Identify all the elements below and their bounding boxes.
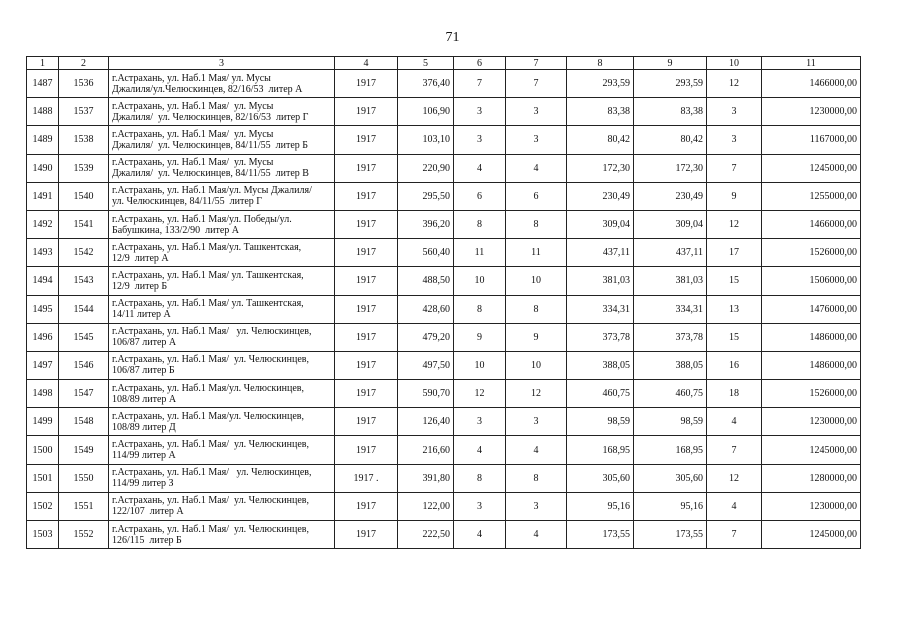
price-cell: 1476000,00 (762, 295, 861, 323)
address-line-1: г.Астрахань, ул. Наб.1 Мая/ ул. Челюскинцев, (112, 523, 310, 535)
column-8-cell: 80,42 (567, 126, 634, 154)
column-7-cell: 8 (506, 210, 567, 238)
table-row (27, 98, 861, 126)
column-8-cell: 95,16 (567, 492, 634, 520)
address-line-2: Джалиля/ ул. Челюскинцев, 82/16/53 литер Г (112, 111, 309, 123)
area-cell: 106,90 (398, 98, 454, 126)
column-6-cell: 3 (454, 492, 506, 520)
record-number-cell: 1489 (27, 126, 59, 154)
address-cell (109, 380, 335, 408)
area-cell: 560,40 (398, 239, 454, 267)
price-cell: 1486000,00 (762, 351, 861, 379)
record-number-cell: 1499 (27, 408, 59, 436)
year-built-cell: 1917 (335, 323, 398, 351)
column-header-11: 11 (762, 57, 861, 70)
price-cell: 1255000,00 (762, 182, 861, 210)
column-8-cell: 293,59 (567, 70, 634, 98)
column-7-cell: 3 (506, 492, 567, 520)
record-number-cell: 1496 (27, 323, 59, 351)
property-register-table (26, 56, 861, 549)
column-6-cell: 7 (454, 70, 506, 98)
record-number-cell: 1488 (27, 98, 59, 126)
address-line-2: 114/99 литер А (112, 450, 176, 462)
table-row (27, 70, 861, 98)
address-line-2: 122/107 литер А (112, 506, 184, 518)
record-number-cell: 1491 (27, 182, 59, 210)
column-8-cell: 373,78 (567, 323, 634, 351)
column-10-cell: 7 (707, 521, 762, 549)
column-10-cell: 3 (707, 98, 762, 126)
address-cell (109, 295, 335, 323)
year-built-cell: 1917 (335, 492, 398, 520)
column-10-cell: 15 (707, 267, 762, 295)
price-cell: 1230000,00 (762, 492, 861, 520)
table-row (27, 323, 861, 351)
column-header-3: 3 (109, 57, 335, 70)
address-line-2: 12/9 литер Б (112, 280, 168, 292)
address-line-2: 126/115 литер Б (112, 534, 182, 546)
column-6-cell: 4 (454, 521, 506, 549)
address-line-1: г.Астрахань, ул. Наб.1 Мая/ ул. Челюскинцев, (112, 326, 312, 338)
address-line-2: 106/87 литер Б (112, 365, 175, 377)
address-line-1: г.Астрахань, ул. Наб.1 Мая/ул. Челюскинцев, (112, 382, 305, 394)
column-6-cell: 3 (454, 126, 506, 154)
column-10-cell: 12 (707, 70, 762, 98)
column-header-2: 2 (59, 57, 109, 70)
address-cell (109, 267, 335, 295)
column-7-cell: 4 (506, 436, 567, 464)
table-row (27, 492, 861, 520)
address-cell (109, 492, 335, 520)
column-9-cell: 305,60 (634, 464, 707, 492)
inventory-number-cell: 1548 (59, 408, 109, 436)
column-6-cell: 12 (454, 380, 506, 408)
column-7-cell: 7 (506, 70, 567, 98)
address-line-1: г.Астрахань, ул. Наб.1 Мая/ ул. Ташкентская, (112, 269, 304, 281)
table-row (27, 267, 861, 295)
column-8-cell: 388,05 (567, 351, 634, 379)
inventory-number-cell: 1536 (59, 70, 109, 98)
column-header-7: 7 (506, 57, 567, 70)
column-7-cell: 3 (506, 408, 567, 436)
address-line-1: г.Астрахань, ул. Наб.1 Мая/ ул. Челюскинцев, (112, 439, 310, 451)
column-8-cell: 309,04 (567, 210, 634, 238)
column-9-cell: 309,04 (634, 210, 707, 238)
inventory-number-cell: 1546 (59, 351, 109, 379)
area-cell: 396,20 (398, 210, 454, 238)
column-9-cell: 293,59 (634, 70, 707, 98)
column-10-cell: 7 (707, 436, 762, 464)
year-built-cell: 1917 (335, 521, 398, 549)
table-row (27, 154, 861, 182)
address-cell (109, 98, 335, 126)
column-6-cell: 8 (454, 464, 506, 492)
area-cell: 479,20 (398, 323, 454, 351)
column-header-4: 4 (335, 57, 398, 70)
column-9-cell: 168,95 (634, 436, 707, 464)
address-line-2: 108/89 литер А (112, 393, 177, 405)
column-header-1: 1 (27, 57, 59, 70)
column-9-cell: 172,30 (634, 154, 707, 182)
column-8-cell: 173,55 (567, 521, 634, 549)
year-built-cell: 1917 (335, 182, 398, 210)
price-cell: 1230000,00 (762, 408, 861, 436)
address-cell (109, 182, 335, 210)
price-cell: 1526000,00 (762, 380, 861, 408)
column-9-cell: 381,03 (634, 267, 707, 295)
area-cell: 126,40 (398, 408, 454, 436)
column-header-8: 8 (567, 57, 634, 70)
column-10-cell: 9 (707, 182, 762, 210)
address-line-1: г.Астрахань, ул. Наб.1 Мая/ ул. Мусы (112, 128, 274, 140)
record-number-cell: 1487 (27, 70, 59, 98)
price-cell: 1526000,00 (762, 239, 861, 267)
column-9-cell: 98,59 (634, 408, 707, 436)
price-cell: 1230000,00 (762, 98, 861, 126)
column-8-cell: 305,60 (567, 464, 634, 492)
inventory-number-cell: 1538 (59, 126, 109, 154)
inventory-number-cell: 1544 (59, 295, 109, 323)
column-10-cell: 17 (707, 239, 762, 267)
area-cell: 391,80 (398, 464, 454, 492)
table-row (27, 210, 861, 238)
record-number-cell: 1501 (27, 464, 59, 492)
column-10-cell: 16 (707, 351, 762, 379)
column-10-cell: 4 (707, 492, 762, 520)
column-8-cell: 230,49 (567, 182, 634, 210)
record-number-cell: 1502 (27, 492, 59, 520)
inventory-number-cell: 1537 (59, 98, 109, 126)
address-line-2: 14/11 литер А (112, 309, 171, 321)
column-7-cell: 4 (506, 521, 567, 549)
price-cell: 1466000,00 (762, 70, 861, 98)
year-built-cell: 1917 (335, 70, 398, 98)
column-header-9: 9 (634, 57, 707, 70)
price-cell: 1245000,00 (762, 521, 861, 549)
address-cell (109, 323, 335, 351)
year-built-cell: 1917 (335, 380, 398, 408)
area-cell: 222,50 (398, 521, 454, 549)
column-6-cell: 3 (454, 98, 506, 126)
price-cell: 1466000,00 (762, 210, 861, 238)
column-7-cell: 8 (506, 464, 567, 492)
table-row (27, 239, 861, 267)
column-6-cell: 3 (454, 408, 506, 436)
year-built-cell: 1917 (335, 408, 398, 436)
year-built-cell: 1917 (335, 295, 398, 323)
address-line-1: г.Астрахань, ул. Наб.1 Мая/ ул. Челюскинцев, (112, 354, 310, 366)
column-7-cell: 8 (506, 295, 567, 323)
column-7-cell: 12 (506, 380, 567, 408)
table-row (27, 436, 861, 464)
record-number-cell: 1497 (27, 351, 59, 379)
address-line-2: Джалиля/ ул. Челюскинцев, 84/11/55 литер В (112, 168, 309, 180)
address-line-1: г.Астрахань, ул. Наб.1 Мая/ул. Мусы Джалиля/ (112, 185, 312, 197)
address-line-1: г.Астрахань, ул. Наб.1 Мая/ул. Челюскинцев, (112, 410, 305, 422)
price-cell: 1506000,00 (762, 267, 861, 295)
table-row (27, 126, 861, 154)
column-7-cell: 9 (506, 323, 567, 351)
address-line-1: г.Астрахань, ул. Наб.1 Мая/ ул. Челюскинцев, (112, 467, 312, 479)
table-row (27, 380, 861, 408)
column-10-cell: 15 (707, 323, 762, 351)
column-8-cell: 168,95 (567, 436, 634, 464)
inventory-number-cell: 1539 (59, 154, 109, 182)
column-9-cell: 80,42 (634, 126, 707, 154)
column-9-cell: 373,78 (634, 323, 707, 351)
address-line-1: г.Астрахань, ул. Наб.1 Мая/ул. Победы/ул. (112, 213, 292, 225)
column-10-cell: 4 (707, 408, 762, 436)
column-8-cell: 83,38 (567, 98, 634, 126)
column-8-cell: 460,75 (567, 380, 634, 408)
column-8-cell: 381,03 (567, 267, 634, 295)
column-6-cell: 10 (454, 351, 506, 379)
address-cell (109, 126, 335, 154)
address-line-1: г.Астрахань, ул. Наб.1 Мая/ ул. Ташкентская, (112, 298, 304, 310)
column-10-cell: 7 (707, 154, 762, 182)
price-cell: 1486000,00 (762, 323, 861, 351)
column-7-cell: 6 (506, 182, 567, 210)
area-cell: 103,10 (398, 126, 454, 154)
year-built-cell: 1917 (335, 154, 398, 182)
record-number-cell: 1503 (27, 521, 59, 549)
address-line-2: Джалиля/ ул. Челюскинцев, 84/11/55 литер Б (112, 139, 309, 151)
column-8-cell: 172,30 (567, 154, 634, 182)
table-row (27, 464, 861, 492)
table-row (27, 521, 861, 549)
year-built-cell: 1917 (335, 267, 398, 295)
inventory-number-cell: 1540 (59, 182, 109, 210)
column-9-cell: 95,16 (634, 492, 707, 520)
area-cell: 295,50 (398, 182, 454, 210)
column-header-10: 10 (707, 57, 762, 70)
inventory-number-cell: 1552 (59, 521, 109, 549)
area-cell: 216,60 (398, 436, 454, 464)
column-10-cell: 3 (707, 126, 762, 154)
address-line-2: ул. Челюскинцев, 84/11/55 литер Г (112, 196, 263, 208)
address-line-2: 12/9 литер А (112, 252, 169, 264)
year-built-cell: 1917 (335, 126, 398, 154)
column-7-cell: 4 (506, 154, 567, 182)
area-cell: 376,40 (398, 70, 454, 98)
area-cell: 497,50 (398, 351, 454, 379)
address-line-2: Бабушкина, 133/2/90 литер А (112, 224, 240, 236)
column-6-cell: 4 (454, 436, 506, 464)
column-9-cell: 437,11 (634, 239, 707, 267)
year-built-cell: 1917 (335, 351, 398, 379)
address-cell (109, 351, 335, 379)
price-cell: 1245000,00 (762, 436, 861, 464)
record-number-cell: 1494 (27, 267, 59, 295)
column-10-cell: 18 (707, 380, 762, 408)
address-line-2: 106/87 литер А (112, 337, 177, 349)
column-7-cell: 10 (506, 267, 567, 295)
column-6-cell: 11 (454, 239, 506, 267)
record-number-cell: 1493 (27, 239, 59, 267)
column-9-cell: 83,38 (634, 98, 707, 126)
inventory-number-cell: 1545 (59, 323, 109, 351)
address-cell (109, 210, 335, 238)
address-cell (109, 464, 335, 492)
page-number: 71 (445, 30, 460, 45)
column-8-cell: 437,11 (567, 239, 634, 267)
record-number-cell: 1490 (27, 154, 59, 182)
year-built-cell: 1917 (335, 210, 398, 238)
year-built-cell: 1917 . (335, 464, 398, 492)
address-cell (109, 521, 335, 549)
address-line-2: Джалиля/ул.Челюскинцев, 82/16/53 литер А (112, 83, 303, 95)
record-number-cell: 1495 (27, 295, 59, 323)
table-row (27, 295, 861, 323)
area-cell: 122,00 (398, 492, 454, 520)
area-cell: 428,60 (398, 295, 454, 323)
price-cell: 1245000,00 (762, 154, 861, 182)
column-header-5: 5 (398, 57, 454, 70)
record-number-cell: 1500 (27, 436, 59, 464)
address-line-1: г.Астрахань, ул. Наб.1 Мая/ ул. Мусы (112, 157, 274, 169)
price-cell: 1280000,00 (762, 464, 861, 492)
address-cell (109, 154, 335, 182)
column-8-cell: 334,31 (567, 295, 634, 323)
column-6-cell: 4 (454, 154, 506, 182)
address-line-2: 114/99 литер З (112, 478, 174, 490)
column-7-cell: 3 (506, 98, 567, 126)
column-9-cell: 173,55 (634, 521, 707, 549)
address-cell (109, 408, 335, 436)
column-number-header-row (27, 57, 861, 70)
table-row (27, 408, 861, 436)
column-9-cell: 230,49 (634, 182, 707, 210)
address-cell (109, 436, 335, 464)
year-built-cell: 1917 (335, 239, 398, 267)
price-cell: 1167000,00 (762, 126, 861, 154)
column-7-cell: 10 (506, 351, 567, 379)
column-9-cell: 334,31 (634, 295, 707, 323)
column-6-cell: 6 (454, 182, 506, 210)
address-line-1: г.Астрахань, ул. Наб.1 Мая/ ул. Мусы (112, 72, 271, 84)
year-built-cell: 1917 (335, 436, 398, 464)
table-row (27, 182, 861, 210)
area-cell: 488,50 (398, 267, 454, 295)
address-cell (109, 70, 335, 98)
address-line-1: г.Астрахань, ул. Наб.1 Мая/ ул. Мусы (112, 100, 274, 112)
column-6-cell: 10 (454, 267, 506, 295)
address-line-1: г.Астрахань, ул. Наб.1 Мая/ ул. Челюскинцев, (112, 495, 310, 507)
column-6-cell: 9 (454, 323, 506, 351)
column-9-cell: 388,05 (634, 351, 707, 379)
column-6-cell: 8 (454, 210, 506, 238)
record-number-cell: 1492 (27, 210, 59, 238)
column-10-cell: 12 (707, 210, 762, 238)
column-8-cell: 98,59 (567, 408, 634, 436)
inventory-number-cell: 1547 (59, 380, 109, 408)
column-9-cell: 460,75 (634, 380, 707, 408)
address-line-1: г.Астрахань, ул. Наб.1 Мая/ул. Ташкентская, (112, 241, 302, 253)
inventory-number-cell: 1543 (59, 267, 109, 295)
record-number-cell: 1498 (27, 380, 59, 408)
column-10-cell: 12 (707, 464, 762, 492)
inventory-number-cell: 1541 (59, 210, 109, 238)
table-row (27, 351, 861, 379)
inventory-number-cell: 1550 (59, 464, 109, 492)
column-7-cell: 3 (506, 126, 567, 154)
column-7-cell: 11 (506, 239, 567, 267)
address-line-2: 108/89 литер Д (112, 421, 176, 433)
area-cell: 220,90 (398, 154, 454, 182)
address-cell (109, 239, 335, 267)
year-built-cell: 1917 (335, 98, 398, 126)
area-cell: 590,70 (398, 380, 454, 408)
column-header-6: 6 (454, 57, 506, 70)
inventory-number-cell: 1542 (59, 239, 109, 267)
inventory-number-cell: 1551 (59, 492, 109, 520)
column-6-cell: 8 (454, 295, 506, 323)
inventory-number-cell: 1549 (59, 436, 109, 464)
column-10-cell: 13 (707, 295, 762, 323)
